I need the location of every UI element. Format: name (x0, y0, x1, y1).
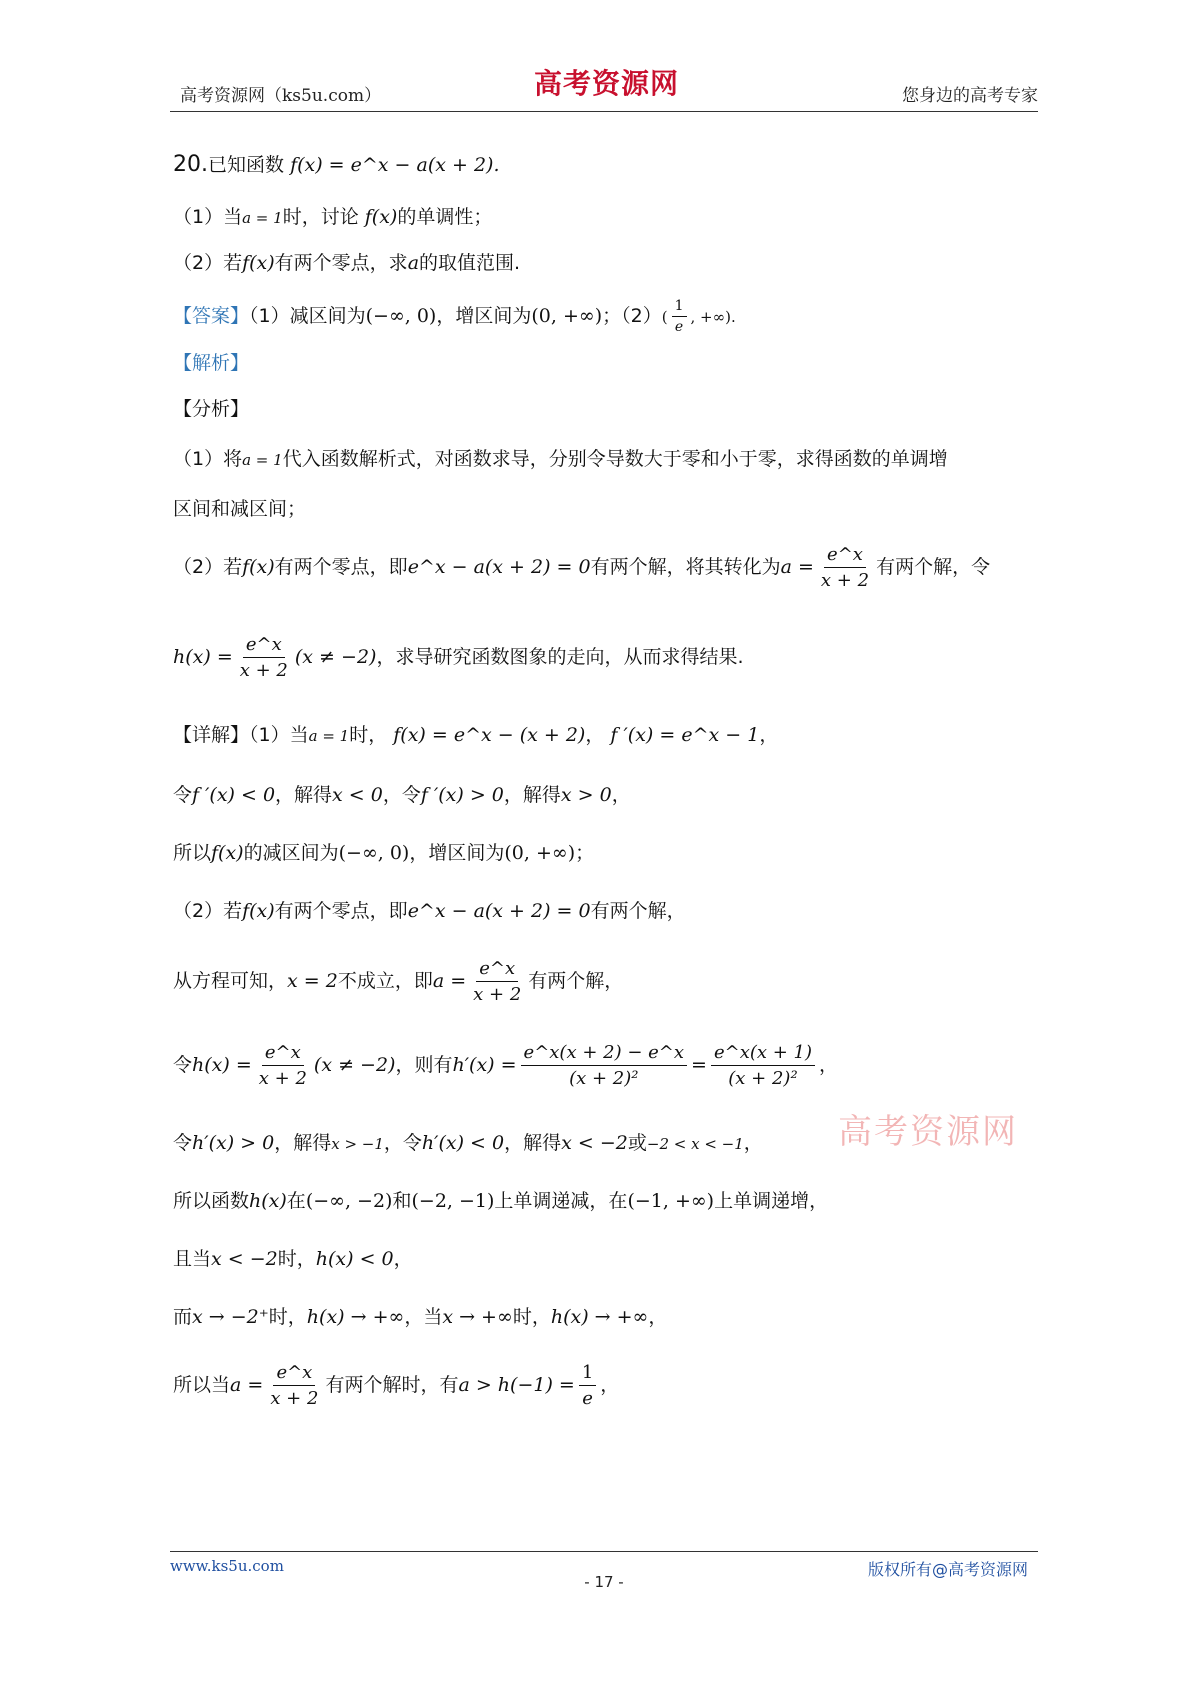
text: ； (575, 842, 595, 864)
text: ，解得 (503, 784, 561, 806)
page-header (170, 66, 1038, 112)
math: a = (780, 556, 814, 578)
page-number: - 17 - (584, 1573, 624, 1591)
fraction (267, 1362, 321, 1409)
detail-tag: 【详解】 (173, 724, 250, 746)
text: ， (585, 724, 605, 746)
analysis-line-3 (173, 544, 990, 591)
math: f ′(x) = e^x − 1 (610, 724, 760, 746)
math: x → +∞ (442, 1306, 513, 1328)
text: 所以函数 (173, 1190, 250, 1212)
math: , +∞). (690, 308, 736, 326)
text: ， (743, 1132, 763, 1154)
text: 和 (392, 1190, 412, 1212)
math: x → −2⁺ (192, 1306, 269, 1328)
numerator: e^x (273, 1362, 315, 1386)
text: ，解得 (274, 1132, 332, 1154)
text: 有两个解，令 (876, 556, 991, 578)
text: 上单调递减，在 (494, 1190, 628, 1212)
detail-line-11 (173, 1362, 619, 1409)
numerator: e^x (824, 544, 866, 568)
text: ，解得 (504, 1132, 562, 1154)
text: 有两个解， (590, 900, 686, 922)
math: x < −2 (211, 1248, 278, 1270)
text: 上单调递增， (714, 1190, 829, 1212)
problem-statement (173, 150, 500, 177)
fraction (521, 1042, 687, 1089)
math: h(x) = (192, 1054, 252, 1076)
math: a = (432, 970, 467, 992)
detail-line-1 (173, 720, 778, 747)
text: （1）当 (249, 724, 309, 746)
analysis-tag: 【解析】 (173, 352, 250, 374)
detail-line-8 (173, 1186, 828, 1213)
text: 时， (349, 724, 388, 746)
text: ，求导研究函数图象的走向，从而求得结果. (376, 646, 744, 668)
text: 有两个解， (528, 970, 624, 992)
math: f ′(x) > 0 (420, 784, 504, 806)
numerator: 1 (672, 298, 687, 317)
math: (−∞, 0) (365, 305, 437, 327)
math: f(x) (242, 252, 275, 274)
text: ，增区间为 (436, 305, 532, 327)
text: 有两个解时，有 (325, 1374, 459, 1396)
math: x < −2 (561, 1132, 628, 1154)
math: (−∞, 0) (338, 842, 410, 864)
math: (0, +∞) (504, 842, 576, 864)
math: f(x) (211, 842, 244, 864)
math: (−∞, −2) (305, 1190, 393, 1212)
text: 有两个零点，即 (274, 556, 408, 578)
text: 代入函数解析式，对函数求导，分别令导数大于零和小于零，求得函数的单调增 (282, 448, 948, 470)
text: 时， (512, 1306, 551, 1328)
header-slogan: 您身边的高考专家 (902, 86, 1038, 106)
math: f ′(x) < 0 (192, 784, 276, 806)
denominator: x + 2 (820, 570, 870, 591)
watermark: 高考资源网 (838, 1112, 1018, 1152)
text: ， (759, 724, 779, 746)
text: （2）若 (173, 900, 243, 922)
numerator: e^x (243, 634, 285, 658)
math: (x ≠ −2) (294, 646, 377, 668)
math: h(x) → +∞ (550, 1306, 649, 1328)
math: f(x) (242, 556, 275, 578)
math: a = 1 (308, 727, 350, 745)
problem-function: f(x) = e^x − a(x + 2). (290, 154, 500, 176)
math: (0, +∞) (531, 305, 603, 327)
text: ， (819, 1054, 839, 1076)
math: h′(x) < 0 (421, 1132, 505, 1154)
text: ， (611, 784, 631, 806)
math: h(x) (249, 1190, 287, 1212)
text: 令 (173, 1054, 193, 1076)
text: ， (648, 1306, 668, 1328)
text: 在 (286, 1190, 306, 1212)
fraction (711, 1042, 815, 1089)
numerator: e^x(x + 1) (711, 1042, 815, 1066)
text: 有两个零点，求 (274, 252, 408, 274)
fraction (672, 298, 687, 335)
text: 所以当 (173, 1374, 231, 1396)
denominator: e (582, 1388, 593, 1409)
text: 且当 (173, 1248, 212, 1270)
text: 的取值范围. (419, 252, 521, 274)
footer-rule (170, 1551, 1038, 1552)
math: h(x) < 0 (315, 1248, 394, 1270)
text: （2）若 (173, 252, 243, 274)
detail-line-5 (173, 958, 623, 1005)
header-site: 高考资源网（ks5u.com） (180, 86, 382, 106)
numerator: e^x (262, 1042, 304, 1066)
math: x = 2 (287, 970, 338, 992)
text: 时， (277, 1248, 316, 1270)
math: f(x) = e^x − (x + 2) (393, 724, 586, 746)
text: 从方程可知， (173, 970, 288, 992)
text: ，解得 (275, 784, 333, 806)
analysis-line-4 (173, 634, 744, 681)
text: 所以 (173, 842, 212, 864)
problem-intro: 已知函数 (208, 154, 285, 176)
math: a = 1 (242, 451, 283, 469)
text: ， (393, 1248, 413, 1270)
fraction (237, 634, 291, 681)
math: e^x − a(x + 2) = 0 (407, 900, 591, 922)
footer-link[interactable]: www.ks5u.com (170, 1557, 284, 1575)
math: −2 < x < −1 (646, 1135, 744, 1153)
numerator: e^x (476, 958, 518, 982)
math: x < 0 (332, 784, 383, 806)
detail-line-9 (173, 1244, 413, 1271)
text: （1）当 (173, 206, 243, 228)
numerator: 1 (579, 1362, 596, 1386)
fenxi-tag: 【分析】 (173, 398, 250, 420)
analysis-line-1 (173, 444, 948, 471)
math: x > −1 (331, 1135, 384, 1153)
text: 的单调性； (397, 206, 493, 228)
problem-number: 20. (173, 152, 208, 177)
text: 不成立，即 (337, 970, 433, 992)
text: （1）减区间为 (249, 305, 366, 327)
text: 而 (173, 1306, 193, 1328)
text: ，增区间为 (409, 842, 505, 864)
denominator: x + 2 (258, 1068, 307, 1089)
math: (−2, −1) (411, 1190, 495, 1212)
math: a = (230, 1374, 264, 1396)
header-logo: 高考资源网 (534, 67, 680, 100)
denominator: (x + 2)² (728, 1068, 798, 1089)
math: h′(x) = (452, 1054, 517, 1076)
denominator: x + 2 (239, 660, 288, 681)
fraction (256, 1042, 310, 1089)
math: a > h(−1) = (458, 1374, 575, 1396)
text: 的减区间为 (243, 842, 339, 864)
math: a (407, 252, 420, 274)
text: 或 (627, 1132, 647, 1154)
text: 令 (173, 784, 193, 806)
analysis-line-2: 区间和减区间； (173, 498, 307, 520)
math: h(x) → +∞ (306, 1306, 405, 1328)
text: ，令 (382, 784, 421, 806)
denominator: x + 2 (473, 984, 522, 1005)
text: ，令 (383, 1132, 422, 1154)
fraction (818, 544, 872, 591)
math: h(x) = (173, 646, 233, 668)
detail-line-7 (173, 1128, 763, 1155)
answer-line (173, 298, 736, 335)
text: （1）将 (173, 448, 243, 470)
text: （2）若 (173, 556, 243, 578)
math: f(x) (242, 900, 275, 922)
text: 时，讨论 (282, 206, 359, 228)
text: ， (600, 1374, 620, 1396)
math: = (691, 1054, 707, 1076)
header-rule (170, 111, 1038, 112)
detail-line-3 (173, 838, 594, 865)
fraction (579, 1362, 596, 1409)
denominator: x + 2 (270, 1388, 319, 1409)
denominator: e (674, 319, 684, 335)
math: (−1, +∞) (627, 1190, 715, 1212)
math: (x ≠ −2) (313, 1054, 396, 1076)
answer-tag: 【答案】 (173, 305, 250, 327)
math: x > 0 (560, 784, 612, 806)
numerator: e^x(x + 2) − e^x (521, 1042, 687, 1066)
text: 有两个解，将其转化为 (590, 556, 781, 578)
page-footer (170, 1551, 1038, 1591)
text: 令 (173, 1132, 193, 1154)
math: e^x − a(x + 2) = 0 (407, 556, 591, 578)
text: ；（2） (602, 305, 662, 327)
denominator: (x + 2)² (569, 1068, 639, 1089)
problem-part1 (173, 202, 492, 229)
detail-line-2 (173, 780, 631, 807)
problem-part2 (173, 248, 520, 275)
text: ，则有 (395, 1054, 453, 1076)
fraction (470, 958, 524, 1005)
math: ( (661, 308, 668, 326)
math: f(x) (364, 206, 398, 228)
text: ，当 (404, 1306, 443, 1328)
footer-copyright: 版权所有@高考资源网 (867, 1560, 1028, 1579)
text: 时， (268, 1306, 307, 1328)
detail-line-4 (173, 896, 686, 923)
detail-line-10 (173, 1302, 667, 1329)
detail-line-6 (173, 1042, 838, 1089)
math: a = 1 (242, 209, 283, 227)
math: h′(x) > 0 (192, 1132, 275, 1154)
text: 有两个零点，即 (274, 900, 408, 922)
